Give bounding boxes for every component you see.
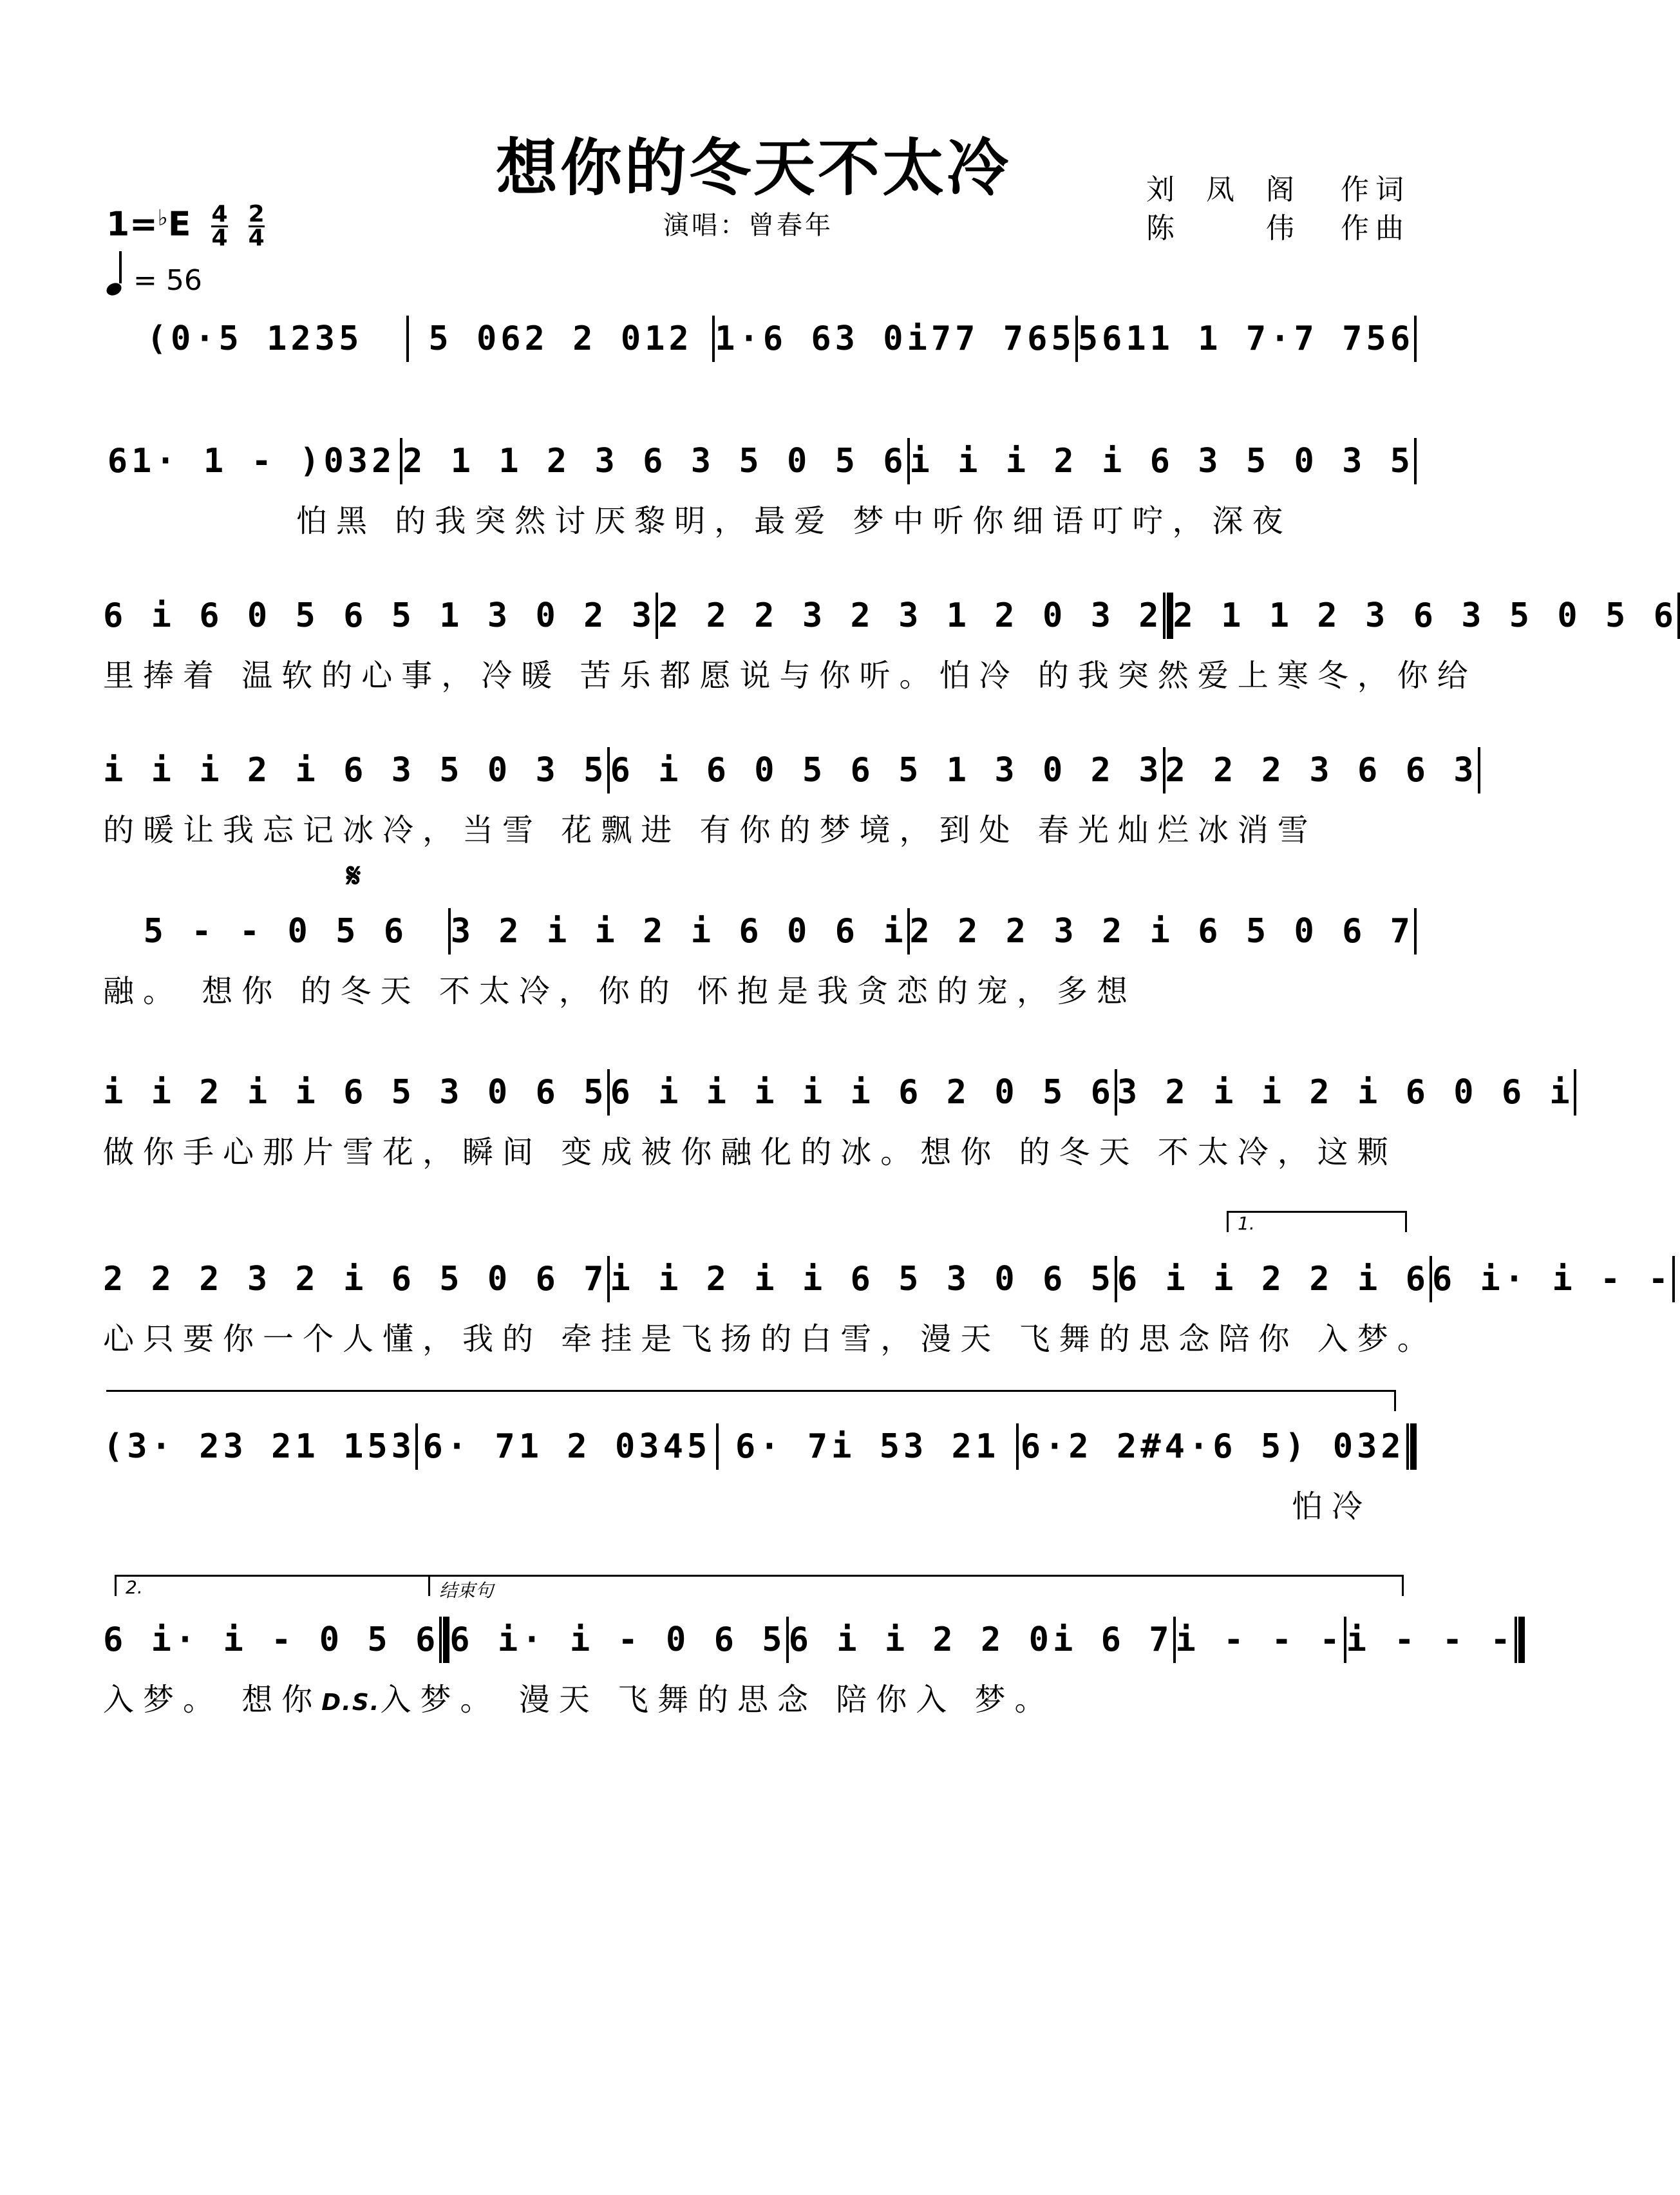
score-row-6 <box>103 1069 1574 1116</box>
measure: i i 2 i i 6 5 3 0 6 5 <box>610 1260 1115 1298</box>
measure: 6 i i 2 2 i 6 <box>1117 1260 1430 1298</box>
measure: 3 2 i i 2 i 6 0 6 i <box>450 912 907 951</box>
bar-line <box>1414 908 1417 955</box>
tempo-marking <box>106 258 202 297</box>
lyric-line <box>103 1675 1417 1719</box>
measure: 6 i 6 0 5 6 5 1 3 0 2 3 <box>103 596 656 635</box>
key-prefix: 1= <box>106 205 158 244</box>
lyric-line: 融。 想你 的冬天 不太冷，你的 怀抱是我贪恋的宠，多想 <box>103 973 1137 1009</box>
final-bar <box>1515 1617 1525 1663</box>
measure: 3 2 i i 2 i 6 0 6 i <box>1117 1073 1574 1112</box>
lyric-segment: 入梦。 漫天 飞舞的思念 陪你入 梦。 <box>380 1682 1055 1718</box>
measure: 6 i· i - 0 5 6 <box>103 1620 440 1659</box>
volta-1-bracket: 1. <box>1227 1211 1407 1232</box>
measure: 6· 7i 53 21 <box>735 1427 1000 1466</box>
lyricist-name-char: 阁 <box>1266 173 1294 206</box>
time-sig-bottom: 4 <box>248 225 265 251</box>
lyricist-credit <box>1146 166 1410 207</box>
double-bar <box>439 1617 449 1663</box>
song-title: 想你的冬天不太冷 <box>496 131 1011 204</box>
bar-line <box>1414 316 1417 362</box>
measure: 6 i i 2 2 0i 6 7 <box>788 1620 1173 1659</box>
measure: i i i 2 i 6 3 5 0 3 5 <box>103 751 608 790</box>
measure: 1·6 63 0i77 765 <box>715 319 1075 358</box>
measure: 2 1 1 2 3 6 3 5 0 5 6 <box>402 442 907 480</box>
ds-marking: D.S. <box>321 1689 381 1716</box>
composer-credit <box>1146 205 1410 246</box>
measure: 2 1 1 2 3 6 3 5 0 5 6 <box>1173 596 1677 635</box>
measure: 2 2 2 3 2 3 1 2 0 3 2 <box>658 596 1163 635</box>
ending-bracket: 结束句 <box>428 1575 1404 1596</box>
measure: 6· 71 2 0345 <box>422 1427 712 1466</box>
measure: 5 062 2 012 <box>428 319 693 358</box>
score-row-1 <box>103 316 1417 362</box>
score-row-2 <box>103 438 1417 484</box>
lyric-segment: 入梦。 想你 <box>103 1682 322 1718</box>
score-row-3 <box>103 593 1677 639</box>
lyricist-name-char: 刘 <box>1146 173 1175 206</box>
measure: 2 2 2 3 6 6 3 <box>1165 751 1478 790</box>
composer-name-char: 陈 <box>1146 212 1175 245</box>
segno-sign: 𝄋 <box>346 857 361 895</box>
composer-role: 作曲 <box>1341 212 1410 245</box>
bar-line <box>1478 747 1480 793</box>
singer-credit: 演唱：曾春年 <box>663 211 833 240</box>
measure: 5 - - 0 5 6 <box>143 912 408 951</box>
bar-line <box>1414 438 1417 484</box>
bar-line <box>1574 1069 1576 1116</box>
key-signature <box>106 201 265 251</box>
measure: 6 i· i - - <box>1431 1260 1672 1298</box>
repeat-end-bar <box>1406 1423 1417 1470</box>
lyric-line: 做你手心那片雪花，瞬间 变成被你融化的冰。想你 的冬天 不太冷，这颗 <box>103 1134 1397 1170</box>
measure: 6 i 6 0 5 6 5 1 3 0 2 3 <box>610 751 1163 790</box>
score-row-8 <box>103 1423 1417 1470</box>
lyric-line: 里捧着 温软的心事，冷暖 苦乐都愿说与你听。怕冷 的我突然爱上寒冬，你给 <box>103 658 1477 694</box>
score-row-9 <box>103 1617 1515 1663</box>
volta-1-continuation <box>106 1390 1396 1411</box>
tempo-value: = 56 <box>133 264 202 297</box>
measure: 2 2 2 3 2 i 6 5 0 6 7 <box>909 912 1414 951</box>
score-row-4 <box>103 747 1478 793</box>
measure: (0·5 1235 <box>146 319 363 358</box>
measure: 61· 1 - )032 <box>107 442 396 480</box>
measure: 6·2 2#4·6 5) 032 <box>1020 1427 1405 1466</box>
measure: i - - - <box>1175 1620 1344 1659</box>
time-sig-top: 2 <box>248 201 265 227</box>
key-note: E <box>167 205 191 244</box>
bar-line <box>1677 593 1680 639</box>
measure: 6 i· i - 0 6 5 <box>449 1620 786 1659</box>
measure: (3· 23 21 153 <box>103 1427 415 1466</box>
time-signature-1 <box>211 201 228 251</box>
score-row-5 <box>103 908 1417 955</box>
lyric-line: 怕冷 <box>1291 1488 1372 1525</box>
lyricist-role: 作词 <box>1341 173 1410 206</box>
flat-icon: ♭ <box>157 205 168 231</box>
time-sig-bottom: 4 <box>211 225 228 251</box>
measure: i i 2 i i 6 5 3 0 6 5 <box>103 1073 608 1112</box>
lyricist-name-char: 凤 <box>1206 173 1234 206</box>
repeat-start-bar <box>1163 593 1173 639</box>
measure: i - - - <box>1346 1620 1515 1659</box>
measure: 6 i i i i i 6 2 0 5 6 <box>610 1073 1115 1112</box>
measure: 5611 1 7·7 756 <box>1077 319 1414 358</box>
lyric-line: 心只要你一个人懂，我的 牵挂是飞扬的白雪，漫天 飞舞的思念陪你 入梦。 <box>103 1321 1437 1357</box>
bar-line <box>1672 1256 1675 1302</box>
measure: i i i 2 i 6 3 5 0 3 5 <box>909 442 1414 480</box>
composer-name-char: 伟 <box>1266 212 1294 245</box>
measure: 2 2 2 3 2 i 6 5 0 6 7 <box>103 1260 608 1298</box>
score-row-7 <box>103 1256 1672 1302</box>
quarter-note-stem <box>119 251 122 283</box>
lyric-line: 的暖让我忘记冰冷，当雪 花飘进 有你的梦境，到处 春光灿烂冰消雪 <box>103 812 1317 848</box>
volta-2-bracket: 2. <box>115 1575 428 1596</box>
time-signature-2 <box>248 201 265 251</box>
time-sig-top: 4 <box>211 201 228 227</box>
lyric-line: 怕黑 的我突然讨厌黎明，最爱 梦中听你细语叮咛，深夜 <box>296 503 1292 539</box>
